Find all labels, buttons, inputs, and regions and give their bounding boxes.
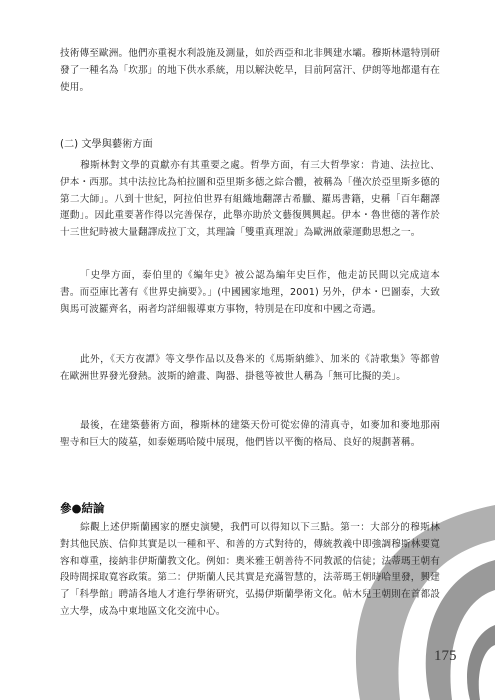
section-3-heading: 參●結論 xyxy=(60,501,105,515)
page-number: 175 xyxy=(434,648,457,664)
section-2-heading: (二) 文學與藝術方面 xyxy=(60,139,153,150)
section-2-paragraph-architecture xyxy=(60,418,440,452)
paragraph-text: 此外，《天方夜譚》等文學作品以及魯米的《馬斯納維》、加米的《詩歌集》等都曾在歐洲世界發光發熱。波斯的繪畫、陶器、掛毯等被世人稱為「無可比擬的美」。 xyxy=(60,354,440,382)
paragraph-text: 「史學方面，泰伯里的《編年史》被公認為編年史巨作，他走訪民間以完成這本書。而亞庫比著有《世界史摘要》。」(中國國家地理，2001) 另外，伊本・巴圖泰，大致與馬可波羅齊名，兩者均詳細報導東方事物，特別是在印度和中國之奇遇。 xyxy=(60,270,440,315)
paragraph-text: 綜觀上述伊斯蘭國家的歷史演變，我們可以得知以下三點。第一：大部分的穆斯林對其他民族、信仰其實是以一種和平、和善的方式對待的，傳統教義中即強調穆斯林要寬容和尊重，接納非伊斯蘭教文化。例如：奧米雅王朝善待不同教派的信徒；法蒂瑪王朝有段時間採取寬容政策。第二：伊斯蘭人民其實是充滿智慧的，法蒂瑪王朝時哈里發，興建了「科學館」聘請各地人才進行學術研究，弘揚伊斯蘭學術文化。帖木兒王朝則在首都設立大學，成為中東地區文化交流中心。 xyxy=(60,522,441,617)
paragraph-text: 穆斯林對文學的貢獻亦有其重要之處。哲學方面，有三大哲學家：肯迪、法拉比、伊本・西那。其中法拉比為柏拉圖和亞里斯多德之綜合體，被稱為「僅次於亞里斯多德的第二大師」。八到十世紀，阿拉伯世界有組織地翻譯古希臘、羅馬書籍，史稱「百年翻譯運動」。因此重要著作得以完善保存，此舉亦助於文藝復興興起。伊本・魯世德的著作於十三世紀時被大量翻譯成拉丁文，其理論「雙重真理說」為歐洲啟蒙運動思想之一。 xyxy=(60,160,441,239)
paragraph-text: 技術傳至歐洲。他們亦重視水利設施及測量，如於西亞和北非興建水壩。穆斯林還特別研發了一種名為「坎那」的地下供水系統，用以解決乾旱，目前阿富汗、伊朗等地都還有在使用。 xyxy=(60,48,441,93)
paragraph-text: 最後，在建築藝術方面，穆斯林的建築天份可從宏偉的清真寺，如麥加和麥地那兩聖寺和巨大的陵墓，如泰姬瑪哈陵中展現，他們皆以平衡的格局、良好的規劃著稱。 xyxy=(60,420,440,448)
conclusion-paragraph xyxy=(60,520,440,621)
section-2-paragraph-history xyxy=(60,268,440,318)
section-1-tail-paragraph xyxy=(60,46,440,96)
section-2-paragraph-philosophy xyxy=(60,158,440,242)
section-2-paragraph-literature xyxy=(60,352,440,386)
